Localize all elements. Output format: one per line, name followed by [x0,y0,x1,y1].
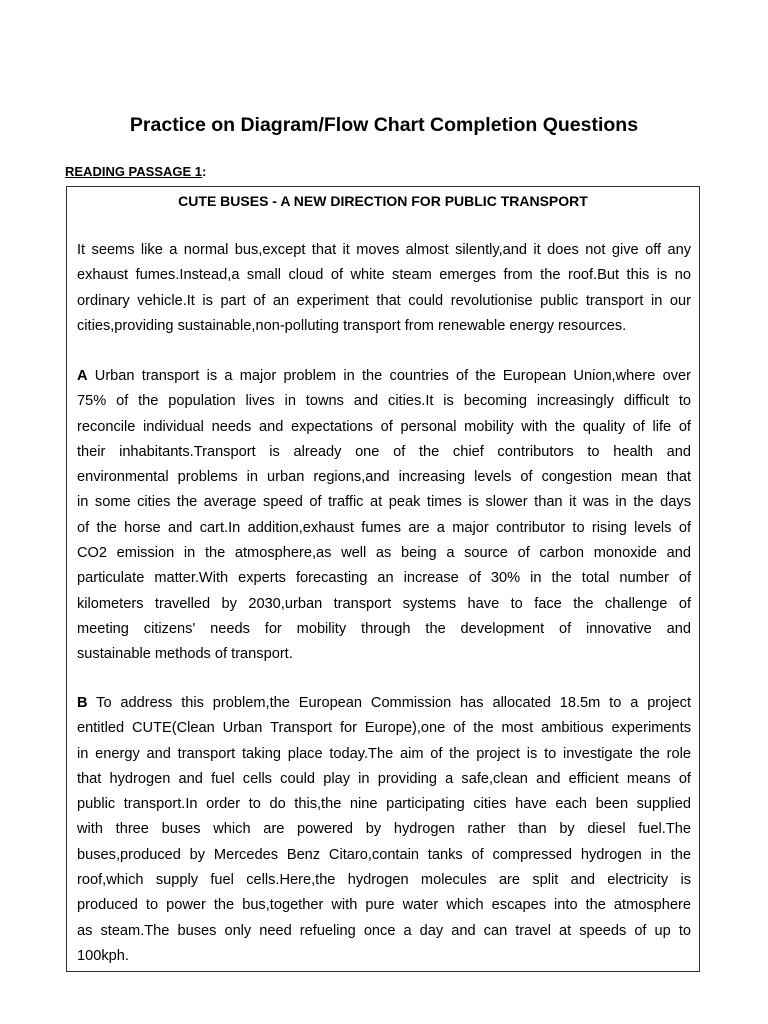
text-line-content: 75% of the population lives in towns and cities.It is becoming increasingly difficult to [77,393,691,410]
text-line-content: roof,which supply fuel cells.Here,the hydrogen molecules are split and electricity is [77,872,691,889]
text-line-content: in some cities the average speed of traffic at peak times is slower than it was in the days [77,494,691,511]
intro-paragraph [77,238,691,339]
text-line [77,415,691,440]
text-line-content: meeting citizens' needs for mobility through the development of innovative and [77,620,691,637]
text-line-content: public transport.In order to do this,the nine participating cities have each been supplied [77,796,691,813]
paragraph-letter: A [77,368,88,384]
text-line [77,944,691,969]
text-line [77,691,691,716]
text-line [77,767,691,792]
text-line [77,742,691,767]
text-line-content: sustainable methods of transport. [77,646,293,663]
text-line-content: 100kph. [77,947,129,964]
text-line [77,440,691,465]
passage-box [66,186,700,972]
passage-label-colon: : [202,164,207,179]
text-line [77,566,691,591]
text-line-content: Urban transport is a major problem in the countries of the European Union,where over [87,368,691,384]
text-line-content: buses,produced by Mercedes Benz Citaro,contain tanks of compressed hydrogen in the [77,846,691,863]
text-line [77,592,691,617]
text-line [77,389,691,414]
text-line [77,289,691,314]
text-line-content: CO2 emission in the atmosphere,as well as being a source of carbon monoxide and [77,545,691,562]
text-line-content: exhaust fumes.Instead,a small cloud of white steam emerges from the roof.But this is no [77,267,691,284]
text-line-content: of the horse and cart.In addition,exhaust fumes are a major contributor to rising levels of [77,519,691,536]
text-line-content: cities,providing sustainable,non-polluting transport from renewable energy resources. [77,317,627,334]
text-line-content: ordinary vehicle.It is part of an experiment that could revolutionise public transport in our [77,292,691,309]
passage-label-text: READING PASSAGE 1 [65,164,203,179]
text-line-content: reconcile individual needs and expectations of personal mobility with the quality of life of [77,418,691,435]
text-line [77,314,691,339]
passage-label [65,164,206,179]
text-line [77,238,691,263]
text-line-content: particulate matter.With experts forecasting an increase of 30% in the total number of [77,570,691,587]
text-line-content: their inhabitants.Transport is already one of the chief contributors to health and [77,443,691,460]
text-line-content: with three buses which are powered by hydrogen rather than by diesel fuel.The [77,821,691,838]
text-line-content: environmental problems in urban regions,and increasing levels of congestion mean that [77,469,691,486]
text-line [77,642,691,667]
text-line [77,716,691,741]
passage-title: CUTE BUSES - A NEW DIRECTION FOR PUBLIC TRANSPORT [178,193,588,209]
text-line [77,792,691,817]
text-line [77,364,691,389]
text-line [77,919,691,944]
page-title: Practice on Diagram/Flow Chart Completion Questions [129,114,639,136]
paragraph-letter: B [77,695,88,711]
text-line [77,817,691,842]
paragraph-a [77,364,691,668]
text-line-content: kilometers travelled by 2030,urban transport systems have to face the challenge of [77,595,691,612]
text-line [77,868,691,893]
text-line-content: in energy and transport taking place today.The aim of the project is to investigate the role [77,745,691,762]
text-line-content: that hydrogen and fuel cells could play in providing a safe,clean and efficient means of [77,770,691,787]
text-line [77,516,691,541]
text-line [77,465,691,490]
text-line [77,843,691,868]
text-line-content: It seems like a normal bus,except that it moves almost silently,and it does not give off any [77,242,691,258]
text-line [77,541,691,566]
text-line-content: as steam.The buses only need refueling once a day and can travel at speeds of up to [77,922,691,939]
text-line-content: To address this problem,the European Commission has allocated 18.5m to a project [87,695,691,711]
text-line [77,617,691,642]
text-line [77,263,691,288]
paragraph-b [77,691,691,969]
text-line-content: entitled CUTE(Clean Urban Transport for Europe),one of the most ambitious experiments [77,720,691,737]
text-line-content: produced to power the bus,together with pure water which escapes into the atmosphere [77,897,691,914]
text-line [77,893,691,918]
text-line [77,490,691,515]
